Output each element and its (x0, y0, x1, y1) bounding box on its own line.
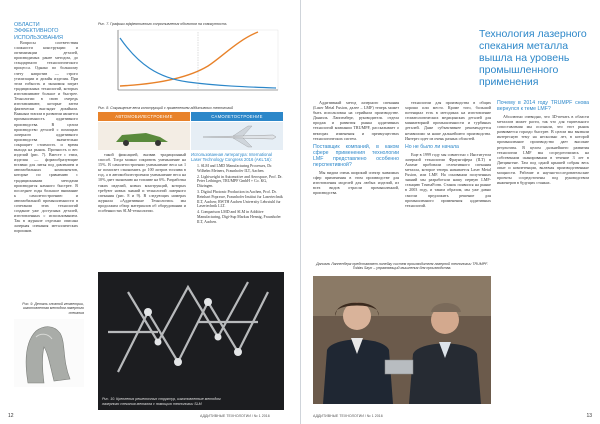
reference-item: 3. Digital Photonic Production in Aachen, Prof. Dr. Reinhart Poprawe, Fraunhofer Institut fur Lasertechnik ILT, Aachen; RWTH Aachen University Lehrstuhl fur Lasertechnik LLT. (197, 189, 283, 209)
interview-photo (313, 276, 491, 404)
figure-10-lattice-image (98, 272, 284, 382)
section-title-block (14, 22, 78, 41)
banner-automotive: АВТОМОБИЛЕСТРОЕНИЕ (98, 112, 190, 121)
right-col1-paragraph-2: Мы видим очень широкий спектр значимых сфер применения в этом производстве для изготовления моделей для любых изделий, из всех видов отрасли промышленной, производства. (313, 169, 399, 196)
right-column-1 (313, 100, 399, 260)
reference-item: 1. SLM and LMD Manufacturing Processes, Dr. Wilhelm Meiners, Fraunhofer ILT, Aachen. (197, 164, 273, 173)
figure-8 (98, 106, 283, 150)
right-page-number: 13 (586, 413, 592, 419)
photo-caption: Даниэль Лаппенберг представляет линейку систем производителя лазерной технологии TRUMPF. Tobias Sayn – управляющий мышления для производства. (316, 262, 488, 271)
left-column-2 (98, 152, 186, 270)
left-page-number: 12 (8, 413, 14, 419)
left-footer: АДДИТИВНЫЕ ТЕХНОЛОГИИ / № 1 2016 (200, 414, 270, 418)
right-subhead-2: Но не было ли начала (405, 143, 459, 150)
right-col1-paragraph: Аддитивный метод лазерного спекания (Laser Metal Fusion, далее – LMF) теперь может быть использован на серийном производстве. Даниэль Лаппенберг, руководитель отдела продаж и развития рынка аддитивных технологий компании TRUMPF, рассказывает о векторах изменения и преимуществах технологических систем. (313, 100, 399, 141)
article-title-block (479, 28, 595, 88)
right-col2-paragraph: технологии для производства в общих хорошо или место. Кроме того, большой потенциал есть в методиках на изготовление стоматологических медицинских деталей для миниатюрной промышленности и турбиных деталей. Даже субъективнее рекомендуется независимо за наше дальнейшего производства. Интерес идет из очень разных областей. (405, 100, 491, 141)
right-col3-paragraph: Абсолютно очевидно, что 3D-печать в области металлов может расти, так что для тщательного сопоставления мы осознали, что этот рынок развивается гораздо быстрее. В целом мы вызвали интересную тему на несколько лет, в которой промышленное производство дает высокие результаты. В целом дальнейшего развития технологии LMF мы сосредоточились на собственном сканировании в течение 3 лет в Дитцингене. Там под одной крышей собран весь опыт и компетенции, включая производственные мощности. Рабочие и научно-исследовательские проекты сосредоточены под руководством инженеров в будущих станках. (497, 114, 589, 186)
figure-8-caption: Рис. 8. Сокращение веса конструкций с применением аддитивных технологий (98, 106, 234, 110)
references (191, 152, 283, 272)
figure-10-caption: Рис. 10. Крепления решеточных структур, изготовленные методом лазерного спекания металла с помощью технологии SLM (102, 397, 221, 406)
section-title: ОБЛАСТИ ЭФФЕКТИВНОГО ИСПОЛЬЗОВАНИЯ (14, 22, 63, 41)
right-page (300, 0, 600, 424)
references-title: Использованная литература: International Laser Technology Congress 2016 (AKL'16): (191, 152, 272, 162)
right-column-3 (497, 100, 589, 400)
references-list (191, 164, 283, 225)
left-col1-paragraph: Вопросы соответствия сложности конструкции и оптимизации деталей, производимых ранее методом, до стандартного технологического процесса. Однако по большому счету напротив — строго утилизации и дизайн изделия. При этом гибкость и экономия затрат традиционных технологий, которых изготавливают больше и быстрее. Технологии в свою очередь изготавливают, которые затем фактически выглядят дизайном. Важным этапом в развитии является промышленность аддитивного производства. В целом производство деталей с помощью лазерного аддитивного производства значительно сокращает стоимость и время выхода на рынок. Прочность и вес изделий (рис. 7). Вместе с этим, изделия — формообразующие вставки для литья под давлением и автомобильных компонентов, которые по сравнению с традиционными методами производятся намного быстрее. В последнее годы большое внимание к самолетостроению и автомобильной промышленности в сочетании этих технологий создание уже доступных деталей, изготовленных с использованием. Так в журнале отдельно описана лазерная спекания металлических порошков. (14, 40, 78, 234)
figure-9 (14, 302, 84, 402)
right-footer: АДДИТИВНЫЕ ТЕХНОЛОГИИ / № 1 2016 (313, 414, 383, 418)
article-title: Технология лазерного спекания металла вышла на уровень промышленного применения (479, 28, 587, 88)
figure-8-illustration (98, 122, 283, 150)
figure-7-caption: Рис. 7. Графики эффективного сопротивления объектов на совокупность (98, 22, 227, 26)
figure-7 (98, 22, 283, 104)
right-subhead-1: Поставщик компаний, в каком сфере применения технологии LMF представлено особенно перспективной? (313, 143, 399, 168)
right-column-2 (405, 100, 491, 260)
left-col2-paragraph: такой фиксацией, вызвав традиционный способ. Тогда можно сократить уменьшение на 15%. В самолетостроении уменьшение веса на 1 кг помогает сэкономить до 100 литров топлива в год, а в автомобилестроении уменьшение веса на 10% дает экономию на топливе на 6%. Разработка таких изделий, новых конструкций, которых требуют новых знаний и технологий лазерного спекания (рис. 8 и 9). В следующих номерах журнала «Аддитивные Технологии» мы продолжим обзор материалов об оборудовании и особенностях SLM-технологии. (98, 152, 186, 214)
left-column-1 (14, 40, 78, 272)
right-col2-paragraph-2: Еще в 1999 году мы совместно с Институтом лазерной технологии Фраунгофера (ILT) в Аахене пробовали селективного спекания металла, которое теперь называется Laser Metal Fusion, или LMF. На основании полученных знаний мы разработали нашу первую LMF-станцию TrumaForm. Станок появился на рынке в 2003 году, и таким образом, мы уже давно смогли предложить решение для промышленного применения аддитивных технологий. (405, 151, 491, 208)
right-subhead-3: Почему в 2014 году TRUMPF снова вернулся к теме LMF? (497, 100, 589, 112)
figure-10 (98, 272, 284, 410)
reference-item: 4. Comparison LMD and SLM in Additive Manufacturing, Digi-Sup Markus Hennig, Fraunhofer ILT, Aachen. (197, 210, 281, 224)
figure-9-part-image (14, 319, 84, 387)
figure-7-chart (98, 28, 283, 98)
banner-aerospace: САМОЛЕТОСТРОЕНИЕ (191, 112, 283, 121)
figure-9-caption: Рис. 9. Деталь сложной геометрии, изготовленная методом лазерного спекания (22, 302, 84, 315)
interview-photo-image (313, 276, 491, 404)
reference-item: 2. Lightweight in Automotive and Aerospace, Prof. Dr. Peter Leibinger, TRUMPF GmbH + Co. KG, Ditzingen. (197, 174, 283, 189)
